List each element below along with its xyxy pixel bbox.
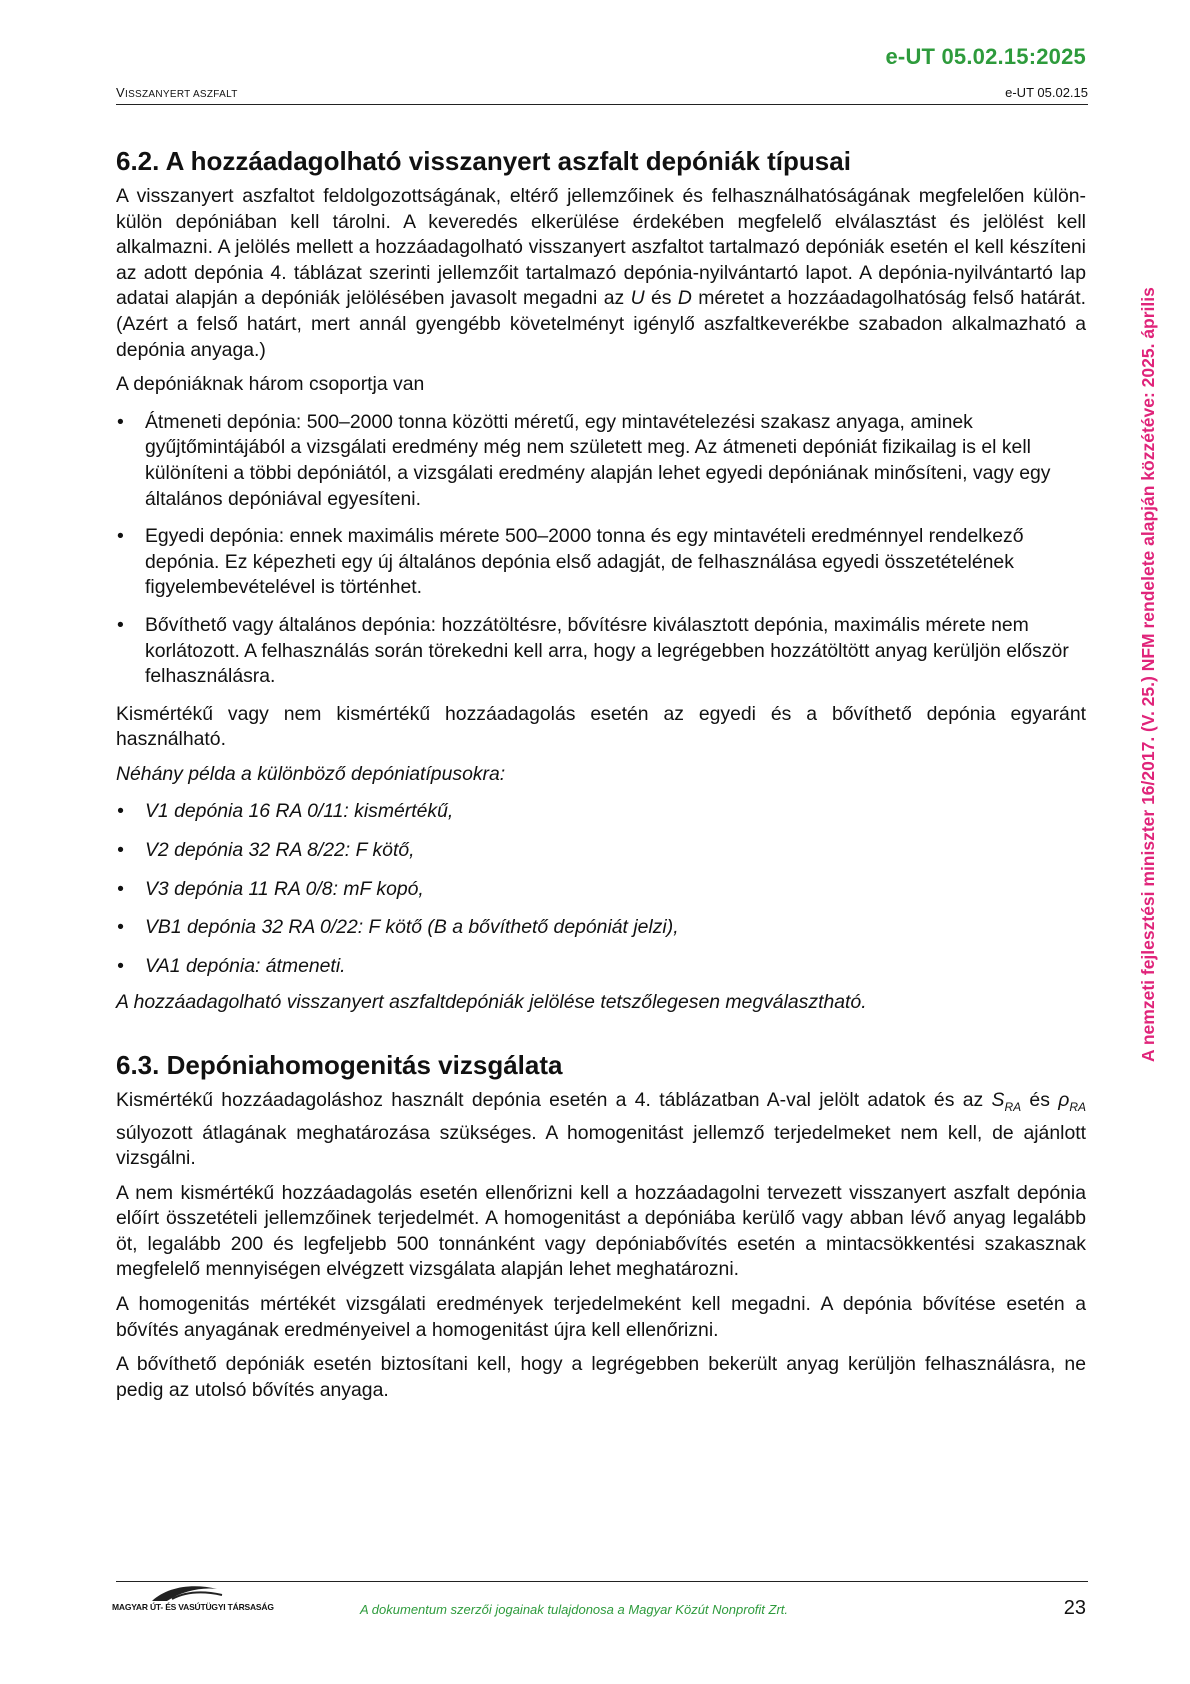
- running-title: [116, 85, 238, 100]
- running-header: [116, 84, 1088, 105]
- running-code: e-UT 05.02.15: [1005, 85, 1088, 100]
- examples-intro: Néhány példa a különböző depóniatípusokra:: [116, 762, 506, 785]
- copyright-note: A dokumentum szerzői jogainak tulajdonosa a Magyar Közút Nonprofit Zrt.: [360, 1602, 789, 1617]
- list-item: • VB1 depónia 32 RA 0/22: F kötő (B a bővíthető depóniát jelzi),: [116, 915, 1086, 941]
- running-title-initial: V: [116, 85, 125, 100]
- paragraph-storage: A visszanyert aszfaltot feldolgozottságának, eltérő jellemzőinek és felhasználhatóságának megfelelően külön-külön depóniában kell tárolni. A keveredés elkerülése érdekében megfelelő elválasztást és jelölést kell alkalmazni. A jelölés mellett a hozzáadagolható visszanyert aszfaltot tartalmazó depóniák esetén el kell készíteni az adott depónia 4. táblázat szerinti jellemzőit tartalmazó depónia-nyilvántartó lapot. A depónia-nyilvántartó lap adatai alapján a depóniák jelölésében javasolt megadni az U és D méretet a hozzáadagolhatóság felső határát. (Azért a felső határt, mert annál gyengébb követelményt igénylő aszfaltkeverékbe szabadon alkalmazható a depónia anyaga.): [116, 185, 1086, 361]
- examples-list: [116, 799, 1086, 979]
- list-item: • Bővíthető vagy általános depónia: hozzátöltésre, bővítésre kiválasztott depónia, maximális mérete nem korlátozott. A felhasználás során törekedni kell arra, hogy a legrégebben hozzátöltött anyag kerüljön először felhasználásra.: [116, 613, 1086, 690]
- page-number: 23: [1063, 1597, 1086, 1619]
- document-code: e-UT 05.02.15:2025: [885, 44, 1086, 69]
- list-item: • Átmeneti depónia: 500–2000 tonna közötti méretű, egy mintavételezési szakasz anyaga, aminek gyűjtőmintájából a vizsgálati eredmény még nem született meg. Az átmeneti depóniát fizikailag is el kell különíteni a többi depóniától, a vizsgálati eredmény alapján lehet egyedi depóniának minősíteni, vagy egy általános depóniával egyesíteni.: [116, 410, 1086, 512]
- list-item: • VA1 depónia: átmeneti.: [116, 954, 1086, 980]
- paragraph-usage: Kismértékű vagy nem kismértékű hozzáadagolás esetén az egyedi és a bővíthető depónia egyaránt használható.: [116, 702, 1086, 751]
- list-item: • V3 depónia 11 RA 0/8: mF kopó,: [116, 877, 1086, 903]
- paragraph-homogeneity-measure: A homogenitás mértékét vizsgálati eredmények terjedelmeként kell megadni. A depónia bővítése esetén a bővítés anyagának eredményeivel a homogenitást újra kell ellenőrizni.: [116, 1293, 1086, 1341]
- paragraph-labeling-note: A hozzáadagolható visszanyert aszfaltdepóniák jelölése tetszőlegesen megválasztható.: [116, 991, 867, 1014]
- paragraph-small-dosage: Kismértékű hozzáadagoláshoz használt depónia esetén a 4. táblázatban A-val jelölt adatok és az $S_{RA}$ és $\rho_{RA}$ súlyozott átlagának meghatározása szükséges. A homogenitást jellemző terjedelmeket nem kell, de ajánlott vizsgálni.: [116, 1089, 1086, 1170]
- company-logo-icon: [112, 1577, 264, 1621]
- list-item: • Egyedi depónia: ennek maximális mérete 500–2000 tonna és egy mintavételi eredménnyel rendelkező depónia. Ez képezheti egy új általános depónia első adagját, de felhasználása egyedi összetételének figyelembevételével is történhet.: [116, 524, 1086, 601]
- groups-intro: A depóniáknak három csoportja van: [116, 373, 425, 396]
- list-item: • V2 depónia 32 RA 8/22: F kötő,: [116, 838, 1086, 864]
- page-body: [116, 146, 1086, 1412]
- section-heading-6-2: 6.2. A hozzáadagolható visszanyert aszfalt depóniák típusai: [116, 146, 851, 176]
- paragraph-expandable-deponia: A bővíthető depóniák esetén biztosítani kell, hogy a legrégebben bekerült anyag kerüljön felhasználásra, ne pedig az utolsó bővítés anyaga.: [116, 1353, 1086, 1401]
- running-title-smallcaps: ISSZANYERT ASZFALT: [124, 89, 238, 100]
- logo-text: MAGYAR ÚT- ÉS VASÚTÜGYI TÁRSASÁG: [112, 1602, 274, 1612]
- list-item: • V1 depónia 16 RA 0/11: kismértékű,: [116, 799, 1086, 825]
- paragraph-large-dosage: A nem kismértékű hozzáadagolás esetén ellenőrizni kell a hozzáadagolni tervezett visszanyert aszfalt depónia előírt összetételi jellemzőinek terjedelmét. A homogenitást a depóniába kerülő vagy abban lévő anyag legalább öt, legalább 200 és legfeljebb 500 tonnánként vagy depóniabővítés esetén a mintacsökkentési szakasznak megfelelő mennyiségen elvégzett vizsgálata alapján lehet meghatározni.: [116, 1181, 1086, 1281]
- section-heading-6-3: 6.3. Depóniahomogenitás vizsgálata: [116, 1050, 563, 1081]
- vertical-publication-note: A nemzeti fejlesztési miniszter 16/2017. (V. 25.) NFM rendelete alapján közzétéve: 2025. április: [1138, 287, 1158, 1062]
- deponia-groups-list: [116, 410, 1086, 690]
